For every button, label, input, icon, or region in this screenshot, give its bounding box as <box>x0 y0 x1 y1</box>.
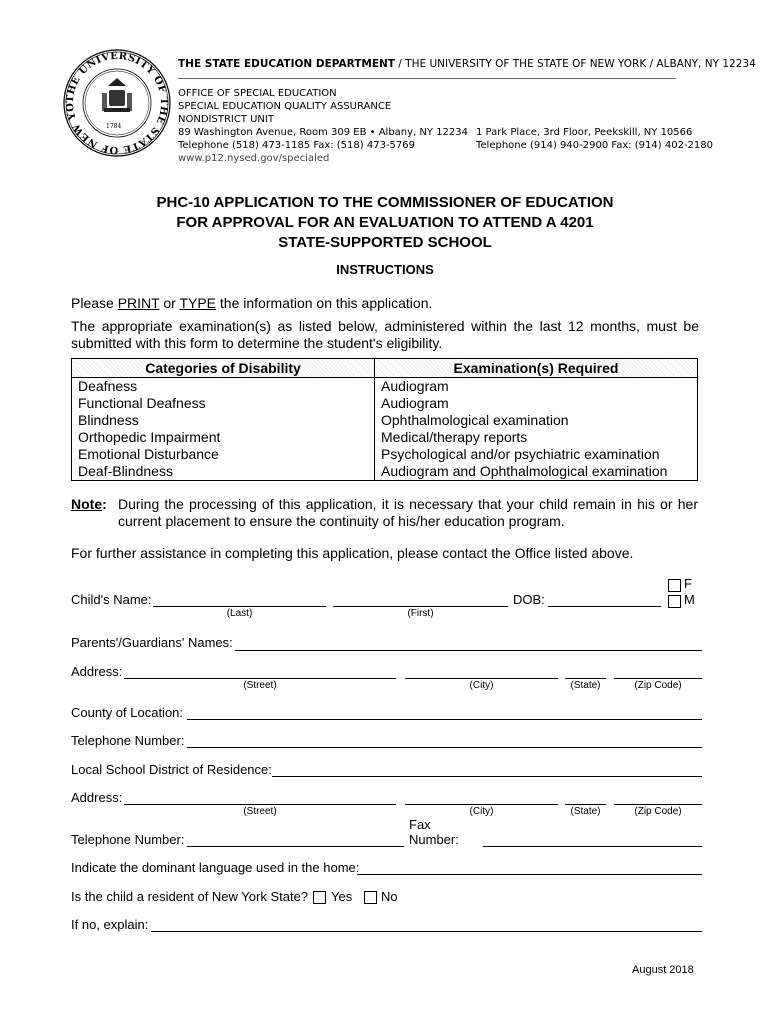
parents-field[interactable] <box>235 650 702 651</box>
fax-number-label: Number: <box>409 832 459 847</box>
office-name: OFFICE OF SPECIAL EDUCATION <box>178 88 337 99</box>
street-caption: (Street) <box>243 680 277 691</box>
note-label: Note <box>71 496 103 512</box>
child-first-name-field[interactable] <box>333 606 508 607</box>
exam-required-cell: Audiogram <box>375 378 698 396</box>
note-text-1: During the processing of this application, it is necessary that your child remain in his or her <box>118 496 698 512</box>
telephone-label: Telephone Number: <box>71 733 185 748</box>
albany-address: 89 Washington Avenue, Room 309 EB • Albany, NY 12234 <box>178 127 468 138</box>
header-divider <box>178 78 676 79</box>
child-last-name-field[interactable] <box>153 606 326 607</box>
assistance-text: For further assistance in completing this application, please contact the Office listed above. <box>71 545 634 561</box>
exam-required-cell: Audiogram and Ophthalmological examination <box>375 463 698 481</box>
title-line-3: STATE-SUPPORTED SCHOOL <box>278 234 492 251</box>
telephone-field[interactable] <box>187 747 702 748</box>
district-telephone-field[interactable] <box>187 846 404 847</box>
last-caption: (Last) <box>226 608 253 619</box>
department-name: THE STATE EDUCATION DEPARTMENT <box>178 58 395 70</box>
form-title <box>0 193 770 253</box>
resident-no-checkbox[interactable] <box>364 889 377 907</box>
state-caption: (State) <box>570 680 601 691</box>
explain-label: If no, explain: <box>71 917 149 932</box>
revision-date: August 2018 <box>632 964 694 976</box>
disability-category-cell: Emotional Disturbance <box>72 446 375 463</box>
exam-required-cell: Audiogram <box>375 395 698 412</box>
peekskill-phone: Telephone (914) 940-2900 Fax: (914) 402-2180 <box>476 140 713 151</box>
resident-no-label: No <box>381 889 398 904</box>
unit-name-1: SPECIAL EDUCATION QUALITY ASSURANCE <box>178 101 392 112</box>
disability-category-cell: Orthopedic Impairment <box>72 429 375 446</box>
peekskill-block <box>476 126 713 152</box>
fax-field[interactable] <box>483 846 702 847</box>
office-block <box>178 87 468 165</box>
note-line-1 <box>71 496 107 513</box>
type-word: TYPE <box>179 295 217 311</box>
website-link[interactable]: www.p12.nysed.gov/specialed <box>178 153 330 164</box>
exam-required-cell: Medical/therapy reports <box>375 429 698 446</box>
resident-yes-checkbox[interactable] <box>313 889 326 907</box>
disability-category-cell: Deaf-Blindness <box>72 463 375 481</box>
table-row <box>72 412 698 429</box>
sex-female-label: F <box>684 576 692 591</box>
disability-category-cell: Deafness <box>72 378 375 396</box>
table-row <box>72 378 698 396</box>
dob-label: DOB: <box>513 592 545 607</box>
district-city-caption: (City) <box>469 806 494 817</box>
district-zip-field[interactable] <box>614 804 702 805</box>
print-prefix: Please <box>71 295 118 311</box>
parents-label: Parents'/Guardians' Names: <box>71 635 233 650</box>
language-label: Indicate the dominant language used in the home: <box>71 860 360 875</box>
district-field[interactable] <box>272 776 702 777</box>
language-field[interactable] <box>357 874 702 875</box>
table-row <box>72 446 698 463</box>
sex-male-checkbox[interactable] <box>668 593 681 611</box>
table-row <box>72 429 698 446</box>
district-address-label: Address: <box>71 790 123 805</box>
first-caption: (First) <box>407 608 434 619</box>
state-field[interactable] <box>565 678 606 679</box>
district-telephone-label: Telephone Number: <box>71 832 185 847</box>
table-row <box>72 395 698 412</box>
zip-field[interactable] <box>614 678 702 679</box>
county-label: County of Location: <box>71 705 184 720</box>
print-word: PRINT <box>117 295 160 311</box>
title-line-1: PHC-10 APPLICATION TO THE COMMISSIONER OF EDUCATION <box>156 194 614 211</box>
city-field[interactable] <box>405 678 558 679</box>
dob-field[interactable] <box>548 606 661 607</box>
street-field[interactable] <box>124 678 396 679</box>
zip-caption: (Zip Code) <box>634 680 682 691</box>
exam-instruction: The appropriate examination(s) as listed below, administered within the last 12 months, must be submitted with this form to determine the student's eligibility. <box>71 318 699 351</box>
disability-category-cell: Blindness <box>72 412 375 429</box>
col-header-category: Categories of Disability <box>72 359 375 378</box>
peekskill-address: 1 Park Place, 3rd Floor, Peekskill, NY 10566 <box>476 127 693 138</box>
note-text-2: current placement to ensure the continuity of his/her education program. <box>118 513 565 529</box>
city-caption: (City) <box>469 680 494 691</box>
state-seal <box>62 48 172 158</box>
note-colon: : <box>102 496 107 512</box>
albany-phone: Telephone (518) 473-1185 Fax: (518) 473-5769 <box>178 140 415 151</box>
fax-label: Fax <box>409 817 431 832</box>
exam-required-cell: Psychological and/or psychiatric examination <box>375 446 698 463</box>
explain-field[interactable] <box>151 931 702 932</box>
disability-table <box>71 358 698 481</box>
address-label: Address: <box>71 664 123 679</box>
print-suffix: the information on this application. <box>216 295 433 311</box>
unit-name-2: NONDISTRICT UNIT <box>178 114 274 125</box>
exam-required-cell: Ophthalmological examination <box>375 412 698 429</box>
district-street-caption: (Street) <box>243 806 277 817</box>
childs-name-label: Child's Name: <box>71 592 152 607</box>
district-zip-caption: (Zip Code) <box>634 806 682 817</box>
district-city-field[interactable] <box>405 804 558 805</box>
department-line <box>178 58 756 70</box>
sex-male-label: M <box>684 592 695 607</box>
print-or: or <box>159 295 180 311</box>
district-label: Local School District of Residence: <box>71 762 272 777</box>
seal-year: 1784 <box>106 123 122 130</box>
title-line-2: FOR APPROVAL FOR AN EVALUATION TO ATTEND A 4201 <box>176 214 594 231</box>
col-header-exam: Examination(s) Required <box>375 359 698 378</box>
disability-category-cell: Functional Deafness <box>72 395 375 412</box>
print-instruction <box>71 295 432 312</box>
resident-yes-label: Yes <box>331 889 353 904</box>
table-row <box>72 463 698 481</box>
district-state-field[interactable] <box>565 804 606 805</box>
seal-text: THE UNIVERSITY OF THE STATE OF NEW YO <box>64 50 170 156</box>
county-field[interactable] <box>187 719 702 720</box>
department-rest: / THE UNIVERSITY OF THE STATE OF NEW YORK / ALBANY, NY 12234 <box>394 58 756 70</box>
district-street-field[interactable] <box>124 804 396 805</box>
instructions-heading: INSTRUCTIONS <box>336 262 434 277</box>
resident-label: Is the child a resident of New York State? <box>71 889 309 904</box>
district-state-caption: (State) <box>570 806 601 817</box>
